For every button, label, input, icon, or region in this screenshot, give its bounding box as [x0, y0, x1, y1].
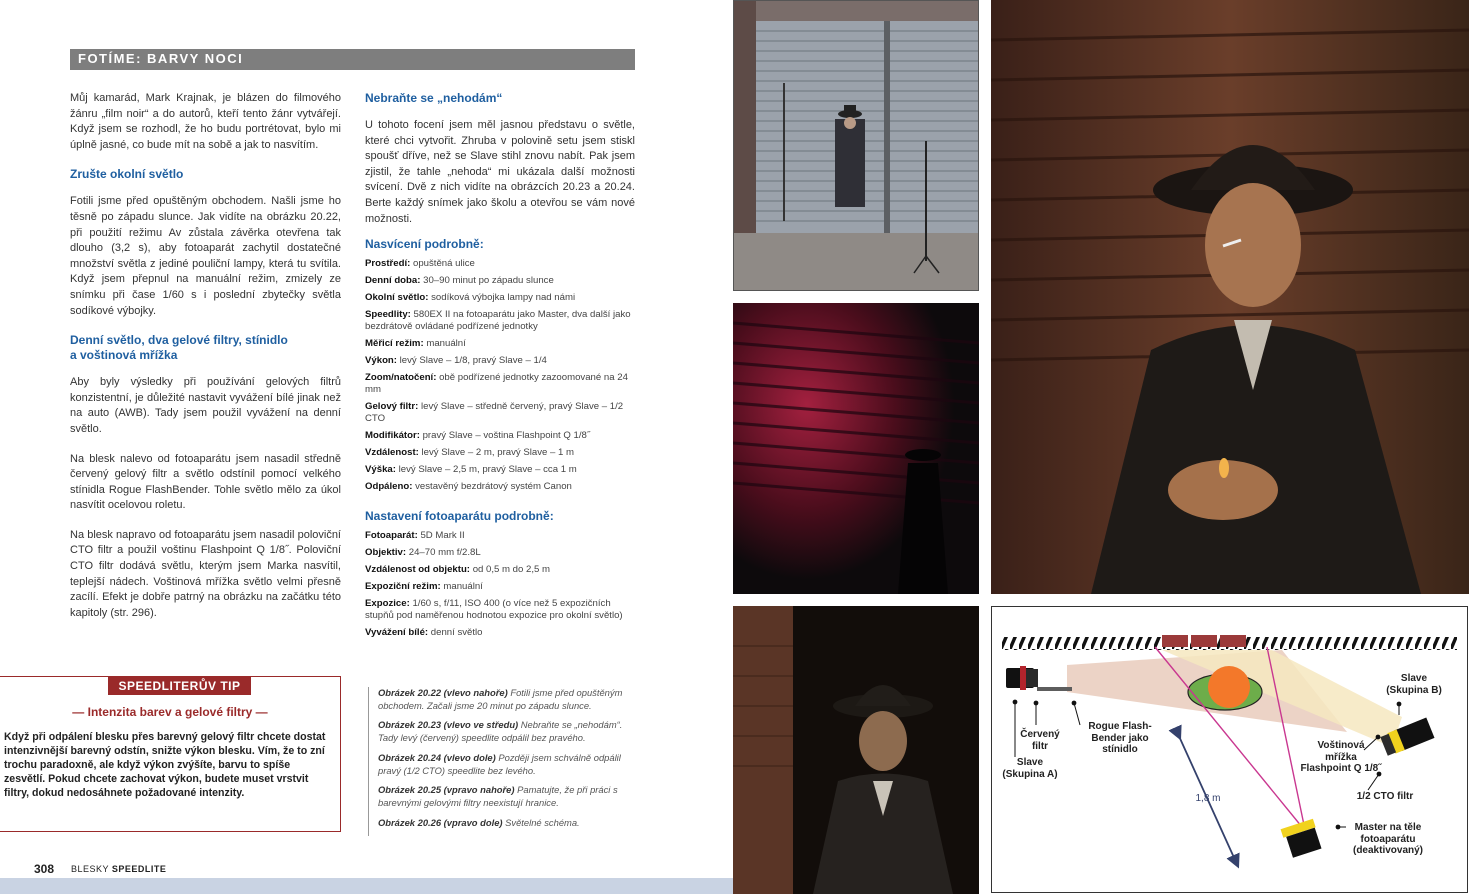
spec-value: 24–70 mm f/2.8L [408, 547, 481, 559]
tip-subtitle: — Intenzita barev a gelové filtry — [72, 705, 268, 719]
spec-value: pravý Slave – voština Flashpoint Q 1/8˝ [422, 430, 591, 442]
caption-item [378, 719, 640, 744]
caption-text: Fotili jsme před opuštěným obchodem. Začali jsme 20 minut po západu slunce. [378, 687, 623, 711]
paragraph-accidents: U tohoto focení jsem měl jasnou představu o světle, které chci vytvořit. Zhruba v polovině setu jsem stiskl spoušť dříve, než se Slave stihl znovu nabít. Pak jsem zjistil, že tahle „nehoda“ mi ukázala další možnosti svícení. Dvě z nich vidíte na obrázcích 20.23 a 20.24. Berte každý snímek jako školu a otevřou se vám nové možnosti. [365, 119, 635, 225]
caption-item [378, 687, 640, 712]
heading-accidents: Nebraňte se „nehodám“ [365, 91, 503, 105]
paragraph-left-flash: Na blesk nalevo od fotoaparátu jsem nasadil středně červený gelový filtr a světlo odstínil pomocí velkého stínidla Rogue FlashBender. Tohle světlo mělo za úkol nasvítit ocelovou roletu. [70, 452, 341, 512]
spec-item [365, 598, 635, 622]
spec-key: Okolní světlo: [365, 292, 429, 304]
right-text-column [365, 91, 635, 644]
spec-value: 5D Mark II [420, 530, 465, 542]
spec-key: Zoom/natočení: [365, 372, 437, 384]
heading-ambient-light: Zrušte okolní světlo [70, 167, 184, 182]
paragraph-ambient: Fotili jsme před opuštěným obchodem. Našli jsme ho těsně po západu slunce. Jak vidíte na obrázku 20.22, při použití režimu Av zůstala závěrka otevřena tak dlouho (3,2 s), aby fotoaparát zachytil dostatečné množství světla z jediné pouliční lampy, která tu svítila. Když jsem přepnul na manuální režim, zmizely ze snímku při čase 1/60 s i poslední zbytečky světla sodíkové výbojky. [70, 195, 341, 317]
spec-item [365, 355, 635, 367]
caption-key: Obrázek 20.26 (vpravo dole) [378, 816, 503, 828]
label-flashbender: Rogue Flash- Bender jako stínidlo [1088, 721, 1152, 755]
heading-camera-settings: Nastavení fotoaparátu podrobně: [365, 509, 554, 524]
spec-value: vestavěný bezdrátový systém Canon [415, 481, 572, 493]
caption-key: Obrázek 20.23 (vlevo ve středu) [378, 719, 519, 731]
photo-storefront-shutters [733, 0, 979, 291]
spec-key: Vzdálenost: [365, 447, 419, 459]
spec-value: levý Slave – 2 m, pravý Slave – 1 m [421, 447, 575, 459]
spec-item [365, 564, 635, 576]
label-slave-a: Slave (Skupina A) [1002, 757, 1058, 780]
subject-head [1208, 666, 1250, 708]
spec-key: Výška: [365, 464, 396, 476]
spec-key: Prostředí: [365, 258, 411, 270]
slave-a-flash-icon [1006, 666, 1072, 691]
spec-item [365, 627, 635, 639]
spec-value: levý Slave – středně červený, pravý Slave – 1/2 CTO [365, 401, 624, 425]
section-title: FOTÍME: BARVY NOCI [78, 51, 244, 66]
caption-text: Pamatujte, že při práci s barevnými gelovými filtry neexistují hranice. [378, 784, 618, 808]
photo-man-lighting-cigarette [991, 0, 1469, 594]
main-portrait-illustration [991, 0, 1469, 594]
spec-item [365, 275, 635, 287]
spec-item [365, 530, 635, 542]
caption-item [378, 752, 640, 777]
intro-paragraph: Můj kamarád, Mark Krajnak, je blázen do filmového žánru „film noir“ a do autorů, kteří tento žánr vytvářejí. Když jsem se rozhodl, že ho budu portrétovat, bylo mi úplně jasné, co bude mít na sobě a jak to nasvítím. [70, 92, 341, 151]
label-honeycomb: Voštinová mřížka Flashpoint Q 1/8˝ [1300, 740, 1382, 774]
caption-text: Nebraňte se „nehodám“. Tady levý (červený) speedlite odpálil bez pravého. [378, 719, 623, 744]
label-master: Master na těle fotoaparátu (deaktivovaný) [1352, 822, 1424, 856]
tip-label: SPEEDLITERŮV TIP [108, 677, 251, 695]
spec-value: 580EX II na fotoaparátu jako Master, dva další jako bezdrátově ovládané podřízené jednotky [365, 309, 631, 333]
spec-value: obě podřízené jednotky zazoomované na 24 mm [365, 372, 628, 396]
spec-item [365, 581, 635, 593]
spec-value: denní světlo [430, 627, 483, 639]
photo-red-shutter [733, 303, 979, 594]
figure-captions [368, 687, 640, 836]
photo-man-in-hat-warm [733, 606, 979, 894]
spec-value: od 0,5 m do 2,5 m [472, 564, 551, 576]
spec-item [365, 309, 635, 333]
caption-text: Později jsem schválně odpálil pravý (1/2 CTO) speedlite bez levého. [378, 751, 621, 776]
spec-key: Gelový filtr: [365, 401, 419, 413]
spec-item [365, 547, 635, 559]
caption-key: Obrázek 20.25 (vpravo nahoře) [378, 784, 515, 796]
spec-key: Speedlity: [365, 309, 411, 321]
spec-key: Odpáleno: [365, 481, 413, 493]
spec-key: Měřicí režim: [365, 338, 424, 350]
master-camera-icon [1281, 819, 1323, 859]
spec-item [365, 481, 635, 493]
spec-key: Fotoaparát: [365, 530, 418, 542]
spec-value: manuální [443, 581, 483, 593]
tip-text: Když při odpálení blesku přes barevný gelový filtr chcete dostat intenzivnější barevný odstín, snižte výkon blesku. Vím, že to zní trochu paradoxně, ale když výkon zvýšíte, barvu to spíše zesvětlí. Pokud chcete zachovat výkon, budete muset vrstvit filtry, dokud nedosáhnete požadované intenzity. [4, 731, 326, 799]
spec-key: Vyvážení bílé: [365, 627, 429, 639]
page-number: 308 [34, 862, 55, 876]
spec-item [365, 258, 635, 270]
label-red-filter: Červený filtr [1020, 729, 1060, 752]
camera-spec-list [365, 530, 635, 639]
caption-key: Obrázek 20.24 (vlevo dole) [378, 751, 496, 763]
running-head: BLESKY SPEEDLITE [71, 864, 167, 874]
spec-value: manuální [426, 338, 466, 350]
section-title-bar [70, 49, 635, 70]
spec-key: Vzdálenost od objektu: [365, 564, 471, 576]
caption-key: Obrázek 20.22 (vlevo nahoře) [378, 687, 508, 698]
label-slave-b: Slave (Skupina B) [1386, 673, 1442, 696]
heading-daylight-gels: Denní světlo, dva gelové filtry, stínidlo a voštinová mřížka [70, 333, 288, 363]
spec-key: Výkon: [365, 355, 397, 367]
left-text-column [70, 91, 341, 635]
lighting-spec-list [365, 258, 635, 493]
spec-value: 30–90 minut po západu slunce [423, 275, 554, 287]
spec-value: 1/60 s, f/11, ISO 400 (o více než 5 expozičních stupňů pod naměřenou hodnotou expozice pro okolní světlo) [365, 598, 623, 622]
spec-key: Objektiv: [365, 547, 407, 559]
caption-item [378, 817, 640, 830]
paragraph-right-flash: Na blesk napravo od fotoaparátu jsem nasadil poloviční CTO filtr a použil voštinu Flashpoint Q 1/8˝. Poloviční CTO filtr dodává světlu, kterým jsem Marka nasvítil, teplejší nádech. Voštinová mřížka světlo velmi přesně zacílí. Efekt je dobře patrný na obrázku na začátku této kapitoly (str. 296). [70, 528, 341, 619]
warm-portrait-illustration [733, 606, 979, 894]
spec-item [365, 447, 635, 459]
footer-band [0, 878, 733, 894]
label-distance: 1,8 m [1195, 793, 1221, 804]
spec-value: opuštěná ulice [413, 258, 475, 270]
caption-text: Světelné schéma. [502, 816, 580, 828]
caption-item [378, 784, 640, 809]
heading-lighting-details: Nasvícení podrobně: [365, 237, 484, 252]
spec-key: Modifikátor: [365, 430, 420, 442]
spec-key: Expozice: [365, 598, 410, 610]
lighting-diagram [991, 606, 1468, 893]
spec-item [365, 430, 635, 442]
spec-value: sodíková výbojka lampy nad námi [431, 292, 576, 304]
spec-item [365, 372, 635, 396]
spec-value: levý Slave – 2,5 m, pravý Slave – cca 1 m [398, 464, 577, 476]
label-cto: 1/2 CTO filtr [1356, 791, 1414, 802]
spec-key: Expoziční režim: [365, 581, 441, 593]
spec-item [365, 401, 635, 425]
spec-item [365, 338, 635, 350]
spec-value: levý Slave – 1/8, pravý Slave – 1/4 [399, 355, 547, 367]
spec-key: Denní doba: [365, 275, 421, 287]
storefront-illustration [734, 1, 979, 291]
spec-item [365, 464, 635, 476]
paragraph-white-balance: Aby byly výsledky při používání gelových filtrů konzistentní, je důležité nastavit vyvážení bílé jinak než na auto (AWB). Tady jsem použil vyvážení na denní světlo. [70, 376, 341, 435]
red-shutter-illustration [733, 303, 979, 594]
spec-item [365, 292, 635, 304]
